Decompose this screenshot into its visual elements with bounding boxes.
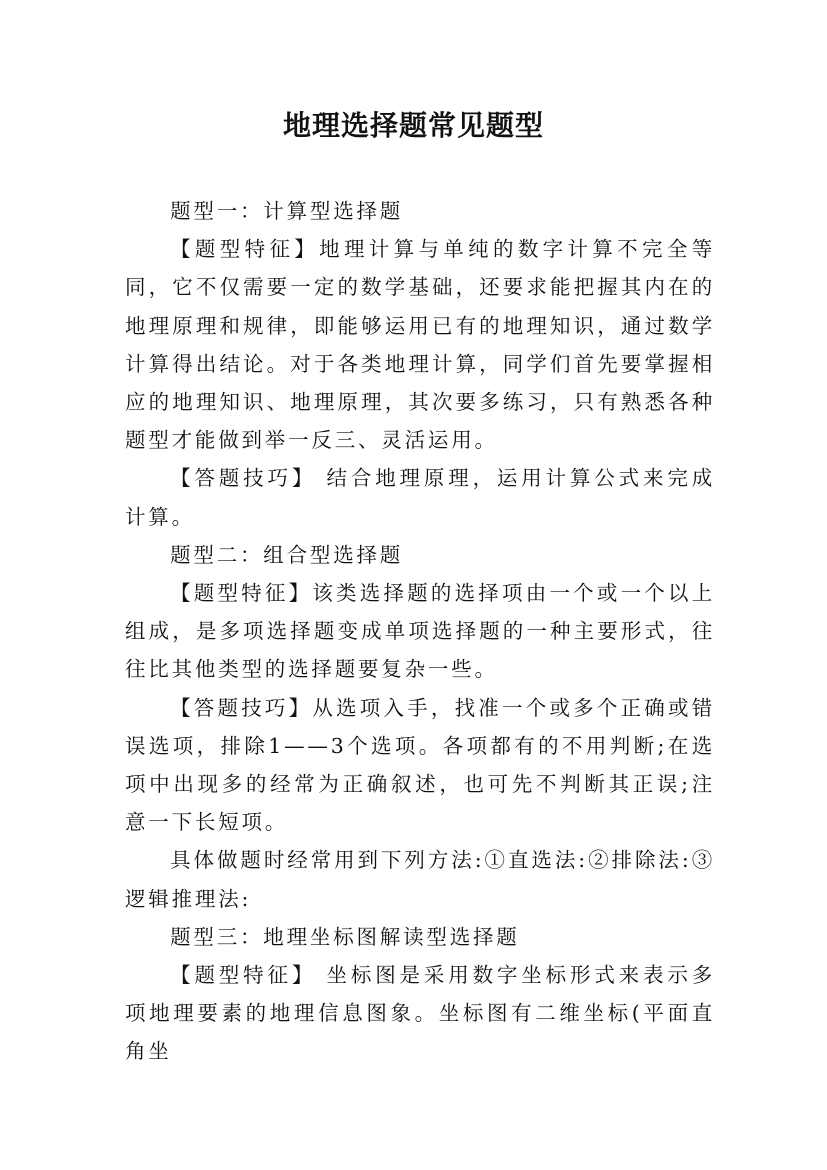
paragraph-methods: 具体做题时经常用到下列方法:①直选法:②排除法:③逻辑推理法: bbox=[125, 848, 715, 911]
paragraph-feature-3: 【题型特征】 坐标图是采用数字坐标形式来表示多项地理要素的地理信息图象。坐标图有二维坐标(平面直角坐 bbox=[125, 963, 715, 1064]
section-heading-1: 题型一：计算型选择题 bbox=[170, 199, 404, 223]
paragraph-feature-2: 【题型特征】该类选择题的选择项由一个或一个以上组成，是多项选择题变成单项选择题的一种主要形式，往往比其他类型的选择题要复杂一些。 bbox=[125, 581, 715, 682]
section-heading-2: 题型二：组合型选择题 bbox=[170, 542, 404, 567]
document-body bbox=[125, 192, 715, 1071]
paragraph-tip-2: 【答题技巧】从选项入手，找准一个或多个正确或错误选项，排除1——3个选项。各项都有的不用判断;在选项中出现多的经常为正确叙述，也可先不判断其正误;注意一下长短项。 bbox=[125, 695, 715, 835]
paragraph-feature-1: 【题型特征】地理计算与单纯的数字计算不完全等同，它不仅需要一定的数学基础，还要求能把握其内在的地理原理和规律，即能够运用已有的地理知识，通过数学计算得出结论。对于各类地理计算，同学们首先要掌握相应的地理知识、地理原理，其次要多练习，只有熟悉各种题型才能做到举一反三、灵活运用。 bbox=[125, 237, 715, 453]
document-title: 地理选择题常见题型 bbox=[282, 109, 544, 142]
section-heading-3: 题型三：地理坐标图解读型选择题 bbox=[170, 924, 520, 949]
paragraph-tip-1: 【答题技巧】 结合地理原理，运用计算公式来完成计算。 bbox=[125, 466, 715, 529]
